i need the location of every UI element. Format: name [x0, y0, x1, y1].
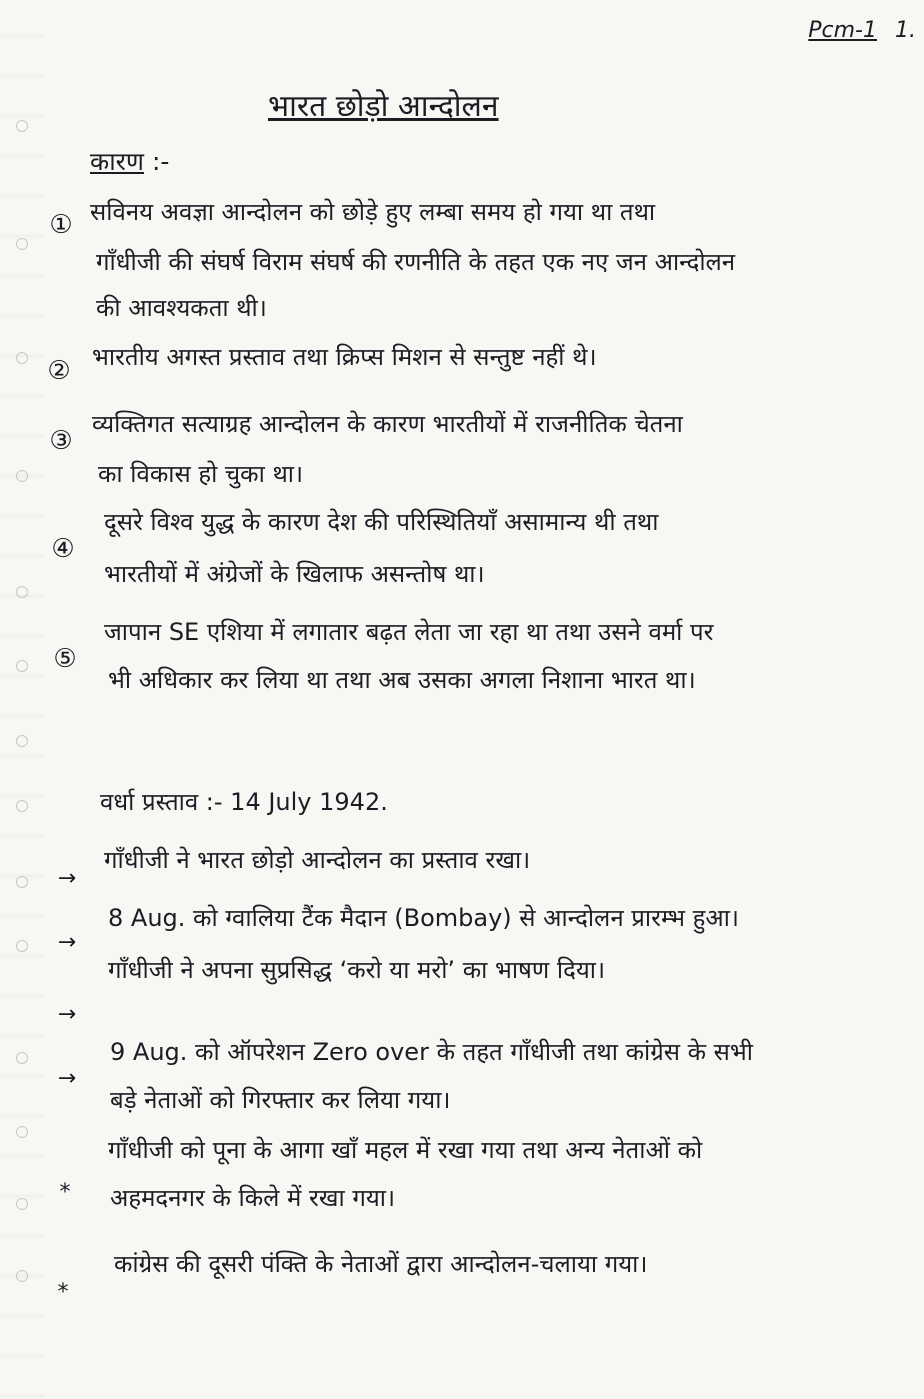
reason-1-marker: ①	[49, 210, 73, 240]
binding-hole	[16, 1126, 28, 1138]
point-1-marker: →	[57, 866, 77, 891]
binding-hole	[16, 1270, 28, 1282]
binding-hole	[16, 352, 28, 364]
point-4-line-2: बड़े नेताओं को गिरफ्तार कर लिया गया।	[110, 1086, 451, 1114]
reason-5-line-2: भी अधिकार कर लिया था तथा अब उसका अगला निशाना भारत था।	[108, 666, 696, 694]
reasons-heading	[90, 144, 169, 178]
binding-hole	[16, 800, 28, 812]
reason-3-line-2: का विकास हो चुका था।	[98, 460, 304, 488]
point-2-marker: →	[57, 930, 77, 955]
page-title: भारत छोड़ो आन्दोलन	[268, 89, 499, 124]
point-5-line-2: अहमदनगर के किले में रखा गया।	[110, 1184, 396, 1212]
binding-hole	[16, 586, 28, 598]
binding-hole	[16, 660, 28, 672]
reason-1-line-1: सविनय अवज्ञा आन्दोलन को छोड़े हुए लम्बा समय हो गया था तथा	[90, 198, 656, 226]
reason-5-marker: ⑤	[53, 644, 77, 674]
binding-hole	[16, 940, 28, 952]
page-code: Pcm-1	[808, 18, 877, 43]
point-3-line-1: गाँधीजी ने अपना सुप्रसिद्ध ‘करो या मरो’ का भाषण दिया।	[108, 956, 606, 984]
point-1-line-1: गाँधीजी ने भारत छोड़ो आन्दोलन का प्रस्ताव रखा।	[104, 846, 531, 874]
wardha-heading: वर्धा प्रस्ताव :- 14 July 1942.	[100, 788, 388, 816]
reason-2-marker: ②	[47, 356, 71, 386]
point-5-line-1: गाँधीजी को पूना के आगा खाँ महल में रखा गया तथा अन्य नेताओं को	[108, 1136, 703, 1164]
binding-hole	[16, 876, 28, 888]
point-6-marker: *	[57, 1280, 69, 1305]
binding-hole	[16, 1198, 28, 1210]
reason-4-marker: ④	[51, 534, 75, 564]
reason-5-line-1: जापान SE एशिया में लगातार बढ़त लेता जा रहा था तथा उसने वर्मा पर	[104, 618, 714, 646]
reasons-heading-text: कारण	[90, 147, 144, 176]
point-3-marker: →	[57, 1002, 77, 1027]
reason-3-marker: ③	[49, 426, 73, 456]
reason-2-line-1: भारतीय अगस्त प्रस्ताव तथा क्रिप्स मिशन से सन्तुष्ट नहीं थे।	[92, 343, 597, 371]
binding-strip	[0, 0, 44, 1399]
reason-1-line-2: गाँधीजी की संघर्ष विराम संघर्ष की रणनीति के तहत एक नए जन आन्दोलन	[96, 248, 736, 276]
binding-hole	[16, 120, 28, 132]
point-4-marker: →	[57, 1066, 77, 1091]
point-2-line-1: 8 Aug. को ग्वालिया टैंक मैदान (Bombay) से आन्दोलन प्रारम्भ हुआ।	[108, 904, 740, 932]
binding-hole	[16, 1052, 28, 1064]
reason-3-line-1: व्यक्तिगत सत्याग्रह आन्दोलन के कारण भारतीयों में राजनीतिक चेतना	[92, 410, 683, 438]
binding-hole	[16, 238, 28, 250]
binding-hole	[16, 470, 28, 482]
reason-1-line-3: की आवश्यकता थी।	[96, 294, 267, 322]
reasons-heading-suffix: :-	[151, 147, 170, 176]
page-corner-label	[808, 18, 916, 43]
page-number: 1.	[895, 18, 916, 43]
reason-4-line-1: दूसरे विश्व युद्ध के कारण देश की परिस्थितियाँ असामान्य थी तथा	[104, 508, 659, 536]
point-5-marker: *	[59, 1180, 71, 1205]
point-4-line-1: 9 Aug. को ऑपरेशन Zero over के तहत गाँधीजी तथा कांग्रेस के सभी	[110, 1038, 753, 1066]
binding-hole	[16, 735, 28, 747]
reason-4-line-2: भारतीयों में अंग्रेजों के खिलाफ असन्तोष था।	[104, 560, 485, 588]
point-6-line-1: कांग्रेस की दूसरी पंक्ति के नेताओं द्वारा आन्दोलन-चलाया गया।	[114, 1250, 648, 1278]
